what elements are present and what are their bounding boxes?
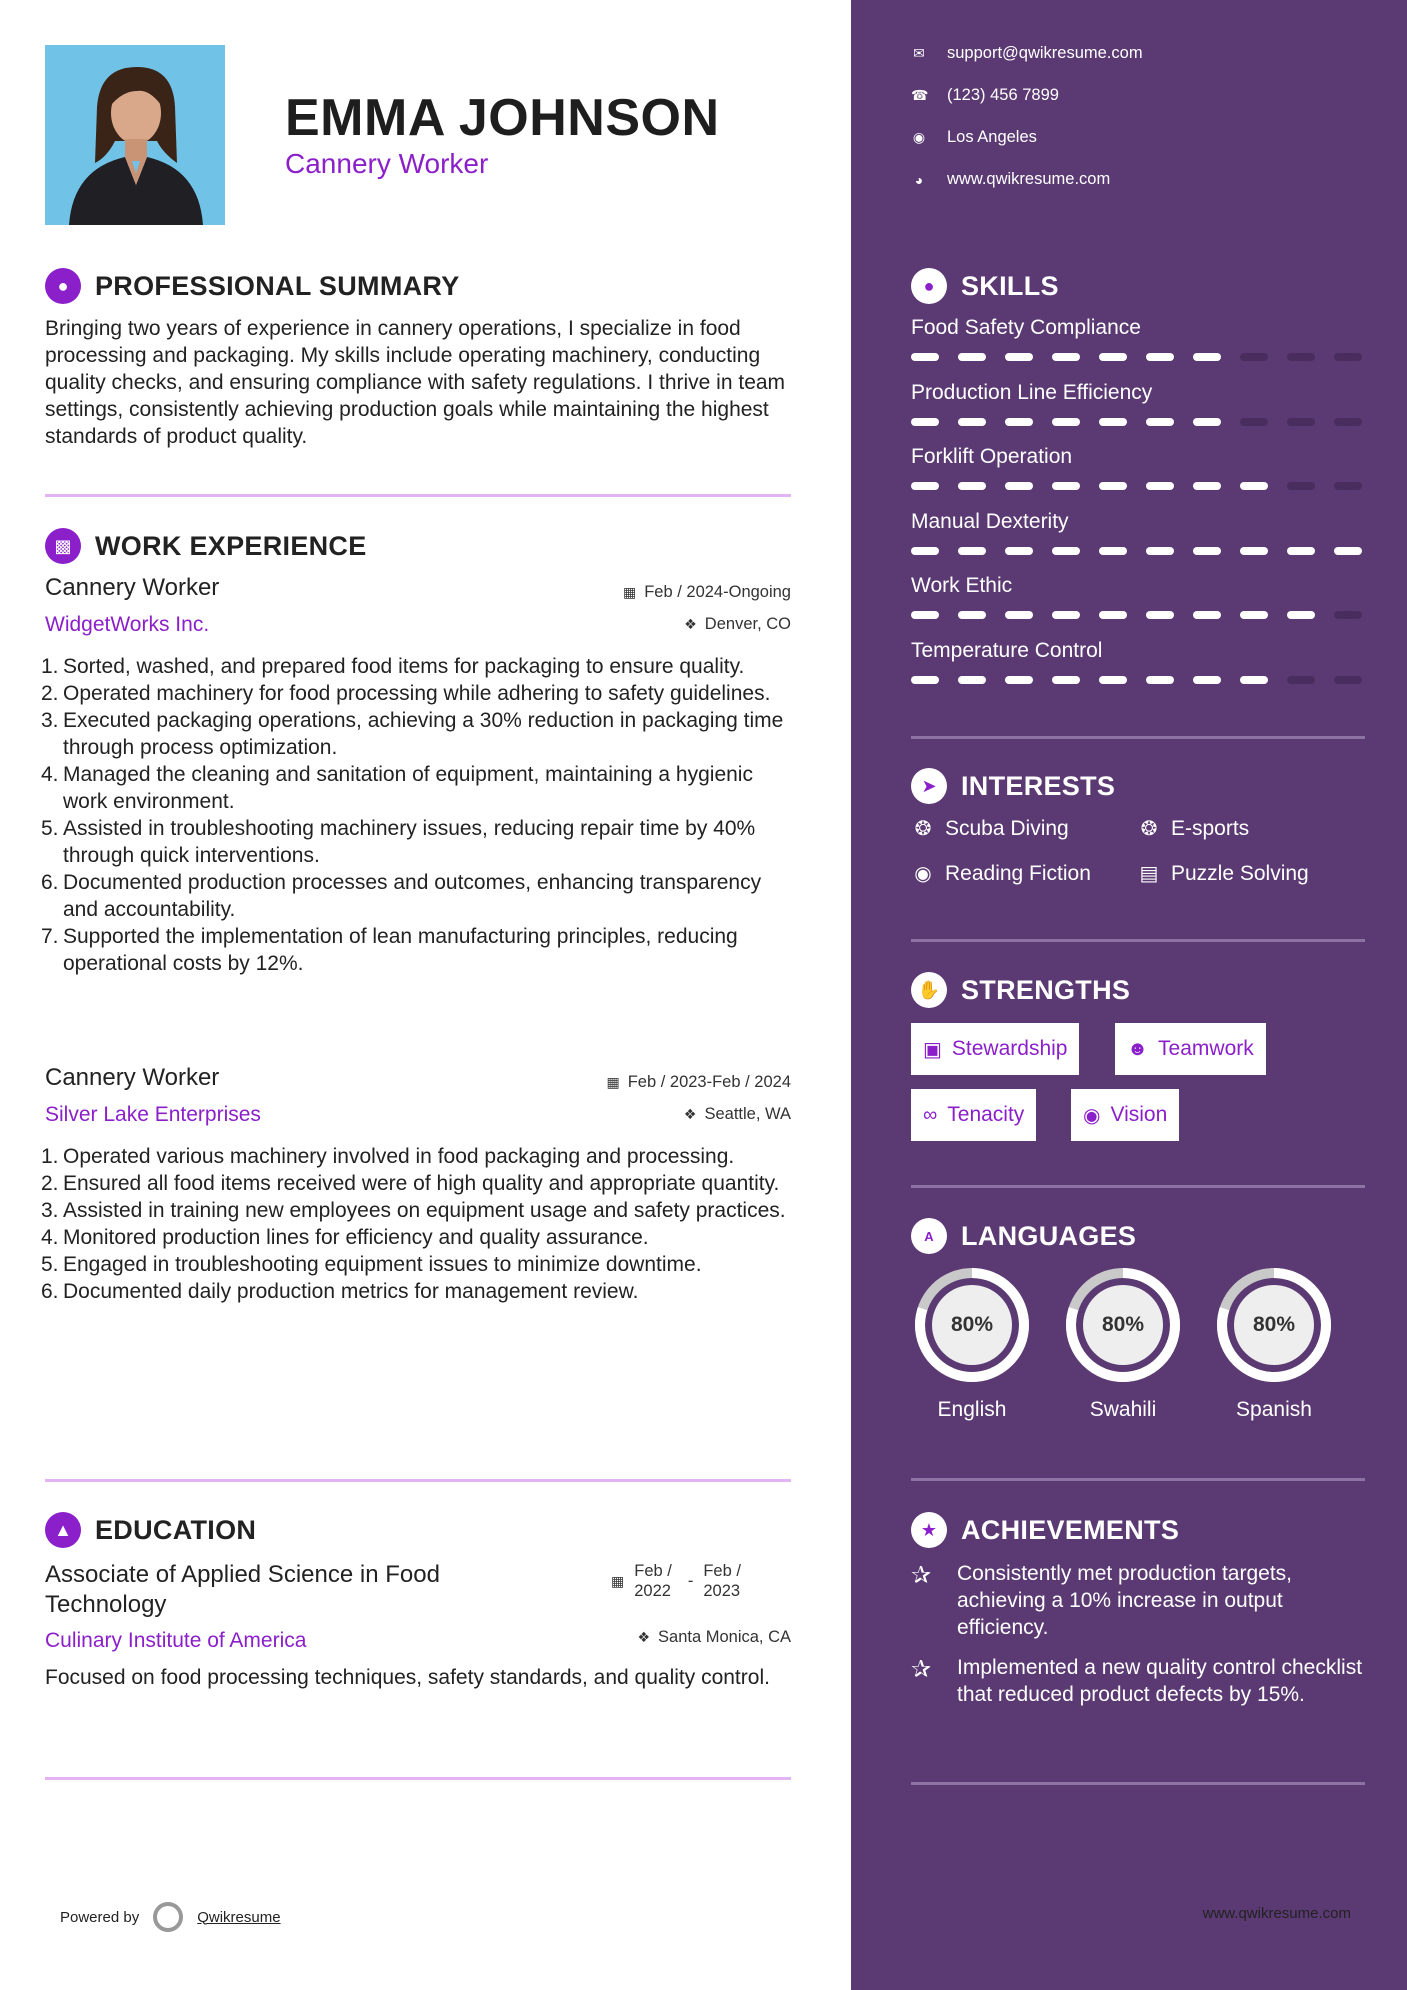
list-item: 2. Operated machinery for food processing while adhering to safety guidelines. xyxy=(41,682,771,705)
interests-heading: ➤ INTERESTS xyxy=(911,768,1115,804)
paper-plane-icon: ➤ xyxy=(911,768,947,804)
strength-badge: ∞ Tenacity xyxy=(911,1089,1036,1141)
skill-level-bar xyxy=(911,418,1362,426)
skill-segment xyxy=(1005,353,1033,361)
section-divider xyxy=(45,494,791,497)
skill-segment xyxy=(1193,547,1221,555)
language-item xyxy=(1213,1264,1335,1422)
skill-segment xyxy=(1334,611,1362,619)
skill-segment xyxy=(1240,482,1268,490)
education-dates: ▦ Feb / 2022 - Feb / 2023 xyxy=(611,1562,741,1600)
skill-name: Food Safety Compliance xyxy=(911,316,1141,339)
skill-segment xyxy=(911,353,939,361)
skill-segment xyxy=(1005,676,1033,684)
section-divider xyxy=(45,1479,791,1482)
pin-icon: ❖ xyxy=(637,1629,651,1645)
skill-segment xyxy=(1193,482,1221,490)
skill-segment xyxy=(1146,611,1174,619)
skill-segment xyxy=(1146,676,1174,684)
job-title: Cannery Worker xyxy=(45,574,220,601)
section-divider xyxy=(45,1777,791,1780)
experience-heading-text: WORK EXPERIENCE xyxy=(95,530,367,561)
skill-segment xyxy=(1334,676,1362,684)
section-divider xyxy=(911,939,1365,942)
interest-item: ◉ Reading Fiction xyxy=(911,861,1091,886)
gamepad-icon: ◉ xyxy=(914,863,932,885)
skill-segment xyxy=(1146,547,1174,555)
contact-website[interactable]: ◕ www.qwikresume.com xyxy=(911,170,1110,189)
skill-segment xyxy=(1193,353,1221,361)
language-ring xyxy=(911,1264,1033,1386)
skill-segment xyxy=(1099,353,1127,361)
skill-segment xyxy=(1052,611,1080,619)
section-divider xyxy=(911,1185,1365,1188)
job-dates xyxy=(606,1073,791,1092)
section-divider xyxy=(911,1478,1365,1481)
star-badge-icon: ★ xyxy=(911,1512,947,1548)
language-ring xyxy=(1062,1264,1184,1386)
chair-icon: ▩ xyxy=(45,528,81,564)
candidate-title: Cannery Worker xyxy=(285,148,489,179)
job-duties-list xyxy=(41,1143,795,1305)
calendar-icon: ▦ xyxy=(622,584,637,600)
strengths-heading: ✋ STRENGTHS xyxy=(911,972,1130,1008)
education-heading xyxy=(45,1512,256,1548)
language-name: Swahili xyxy=(1089,1398,1157,1421)
list-item: 5. Assisted in troubleshooting machinery issues, reducing repair time by 40% through quick interventions. xyxy=(41,817,756,867)
degree-title: Associate of Applied Science in Food Technology xyxy=(45,1561,440,1618)
section-divider xyxy=(911,736,1365,739)
skill-name: Forklift Operation xyxy=(911,445,1073,468)
list-item: 2. Ensured all food items received were of high quality and appropriate quantity. xyxy=(41,1172,780,1195)
interest-item: ❂ Scuba Diving xyxy=(911,816,1069,841)
profile-photo xyxy=(45,45,225,225)
translate-icon: A xyxy=(911,1218,947,1254)
skill-segment xyxy=(958,353,986,361)
language-percent: 80% xyxy=(1101,1313,1145,1336)
skill-segment xyxy=(1193,611,1221,619)
skill-segment xyxy=(958,676,986,684)
education-heading-text: EDUCATION xyxy=(95,1514,257,1545)
interest-item: ❂ E-sports xyxy=(1137,816,1249,841)
footer-url[interactable]: www.qwikresume.com xyxy=(1202,1905,1351,1922)
skill-segment xyxy=(1005,611,1033,619)
skill-segment xyxy=(911,482,939,490)
skill-segment xyxy=(1240,676,1268,684)
job-location-text: Seattle, WA xyxy=(704,1105,791,1123)
skill-segment xyxy=(1052,547,1080,555)
language-ring xyxy=(1213,1264,1335,1386)
skill-segment xyxy=(1052,482,1080,490)
skill-segment xyxy=(1240,547,1268,555)
skill-segment xyxy=(1287,676,1315,684)
skill-segment xyxy=(911,418,939,426)
skill-segment xyxy=(1146,418,1174,426)
envelope-icon: ✉ xyxy=(913,45,925,61)
strength-badge: ▣ Stewardship xyxy=(911,1023,1079,1075)
location-icon: ◉ xyxy=(912,129,926,145)
job-dates xyxy=(623,583,791,602)
language-percent: 80% xyxy=(1252,1313,1296,1336)
brand-link[interactable]: Qwikresume xyxy=(197,1908,281,1926)
calendar-icon: ▦ xyxy=(606,1074,620,1090)
skill-name: Temperature Control xyxy=(911,638,1103,662)
list-item: 4. Managed the cleaning and sanitation of equipment, maintaining a hygienic work environment. xyxy=(41,763,753,813)
skill-segment xyxy=(1287,353,1315,361)
language-name: Spanish xyxy=(1236,1398,1312,1421)
skill-segment xyxy=(958,482,986,490)
strength-badge: ◉ Vision xyxy=(1071,1089,1179,1141)
skill-segment xyxy=(1099,547,1127,555)
fist-icon: ✋ xyxy=(911,972,947,1008)
job-dates-text: Feb / 2024-Ongoing xyxy=(644,583,791,601)
list-item: 7. Supported the implementation of lean manufacturing principles, reducing operational costs by 12%. xyxy=(41,925,738,975)
summary-text: Bringing two years of experience in cannery operations, I specialize in food processing and packaging. My skills include operating machinery, conducting quality checks, and ensuring compliance with safety regulations. I thrive in team settings, consistently achieving production goals while maintaining the highest standards of product quality. xyxy=(45,317,786,448)
skill-segment xyxy=(1193,418,1221,426)
list-item: 3. Assisted in training new employees on equipment usage and safety practices. xyxy=(41,1199,786,1222)
job-company: WidgetWorks Inc. xyxy=(45,613,210,636)
skill-segment xyxy=(1334,353,1362,361)
binoculars-icon: ◉ xyxy=(1083,1104,1101,1127)
lifebuoy-icon: ❂ xyxy=(1140,818,1158,840)
languages-heading: A LANGUAGES xyxy=(911,1218,1136,1254)
skill-segment xyxy=(1099,676,1127,684)
skill-segment xyxy=(1052,353,1080,361)
users-icon: ☻ xyxy=(1127,1037,1149,1060)
skill-level-bar xyxy=(911,482,1362,490)
job-location xyxy=(684,615,791,634)
skill-name: Manual Dexterity xyxy=(911,509,1069,533)
skill-segment xyxy=(1287,547,1315,555)
skill-level-bar xyxy=(911,353,1362,361)
skill-segment xyxy=(1099,418,1127,426)
calendar-icon: ▦ xyxy=(611,1573,625,1589)
candidate-name: EMMA JOHNSON xyxy=(285,89,720,147)
phone-icon: ☎ xyxy=(911,87,929,103)
skills-heading: ● SKILLS xyxy=(911,268,1059,304)
skill-segment xyxy=(958,611,986,619)
skill-name: Production Line Efficiency xyxy=(911,380,1153,404)
lightbulb-icon: ● xyxy=(911,268,947,304)
contact-phone[interactable]: ☎ (123) 456 7899 xyxy=(911,86,1059,104)
education-start: Feb / 2022 xyxy=(634,1562,672,1600)
graduation-icon: ▲ xyxy=(45,1512,81,1548)
list-item: 4. Monitored production lines for efficiency and quality assurance. xyxy=(41,1226,649,1249)
interest-item: ▤ Puzzle Solving xyxy=(1137,861,1309,886)
star-icon: ✰ xyxy=(911,1656,932,1683)
skill-segment xyxy=(1146,353,1174,361)
job-title: Cannery Worker xyxy=(45,1064,220,1091)
education-location: ❖ Santa Monica, CA xyxy=(637,1628,791,1646)
skill-level-bar xyxy=(911,611,1362,619)
skill-segment xyxy=(1005,482,1033,490)
user-icon: ● xyxy=(45,268,81,304)
list-item: 1. Operated various machinery involved in food packaging and processing. xyxy=(41,1145,735,1168)
qwikresume-logo-icon xyxy=(153,1902,183,1932)
skill-level-bar xyxy=(911,547,1362,555)
contact-email[interactable]: ✉ support@qwikresume.com xyxy=(911,44,1143,63)
skill-segment xyxy=(958,547,986,555)
skill-segment xyxy=(1240,353,1268,361)
skill-segment xyxy=(1334,418,1362,426)
education-description: Focused on food processing techniques, safety standards, and quality control. xyxy=(45,1666,770,1689)
skill-segment xyxy=(1287,482,1315,490)
list-item: 6. Documented production processes and outcomes, enhancing transparency and accountability. xyxy=(41,871,762,921)
skill-segment xyxy=(1193,676,1221,684)
language-item xyxy=(911,1264,1033,1422)
achievements-heading: ★ ACHIEVEMENTS xyxy=(911,1512,1179,1548)
skill-segment xyxy=(1005,418,1033,426)
pin-icon: ❖ xyxy=(683,1106,697,1122)
pin-icon: ❖ xyxy=(684,616,697,632)
contact-location: ◉ Los Angeles xyxy=(912,128,1037,146)
list-item: 1. Sorted, washed, and prepared food items for packaging to ensure quality. xyxy=(41,655,745,678)
job-dates-text: Feb / 2023-Feb / 2024 xyxy=(627,1073,791,1091)
skill-segment xyxy=(1146,482,1174,490)
skill-segment xyxy=(1099,611,1127,619)
skill-segment xyxy=(1052,676,1080,684)
skill-segment xyxy=(911,547,939,555)
job-company: Silver Lake Enterprises xyxy=(45,1103,261,1126)
globe-icon: ◕ xyxy=(914,171,924,188)
job-duties-list xyxy=(41,653,795,977)
skill-segment xyxy=(1052,418,1080,426)
achievement-item: ✰ Consistently met production targets, achieving a 10% increase in output efficiency. xyxy=(911,1562,1292,1639)
star-icon: ✰ xyxy=(911,1562,932,1589)
skill-segment xyxy=(911,676,939,684)
achievement-item: ✰ Implemented a new quality control checklist that reduced product defects by 15%. xyxy=(911,1656,1363,1706)
summary-heading xyxy=(45,268,460,304)
list-item: 6. Documented daily production metrics for management review. xyxy=(41,1280,639,1303)
strength-badge: ☻ Teamwork xyxy=(1115,1023,1266,1075)
language-name: English xyxy=(937,1398,1007,1421)
lifebuoy-icon: ❂ xyxy=(914,818,932,840)
skill-segment xyxy=(1334,547,1362,555)
skill-segment xyxy=(1099,482,1127,490)
experience-heading xyxy=(45,528,367,564)
section-divider xyxy=(911,1782,1365,1785)
skill-segment xyxy=(1334,482,1362,490)
skill-segment xyxy=(1287,611,1315,619)
language-item xyxy=(1062,1264,1184,1422)
language-percent: 80% xyxy=(950,1313,994,1336)
school-name: Culinary Institute of America xyxy=(45,1629,307,1652)
sidebar xyxy=(851,0,1407,1990)
skill-segment xyxy=(1240,611,1268,619)
briefcase-icon: ▣ xyxy=(923,1038,942,1061)
skill-segment xyxy=(958,418,986,426)
skill-level-bar xyxy=(911,676,1362,684)
education-end: Feb / 2023 xyxy=(703,1562,741,1600)
powered-by: Powered by Qwikresume xyxy=(60,1902,281,1932)
book-icon: ▤ xyxy=(1139,863,1159,885)
skill-segment xyxy=(911,611,939,619)
link-icon: ∞ xyxy=(923,1103,938,1126)
job-location-text: Denver, CO xyxy=(704,615,791,633)
list-item: 5. Engaged in troubleshooting equipment issues to minimize downtime. xyxy=(41,1253,702,1276)
skill-name: Work Ethic xyxy=(911,574,1013,597)
summary-heading-text: PROFESSIONAL SUMMARY xyxy=(95,270,460,301)
skill-segment xyxy=(1240,418,1268,426)
skill-segment xyxy=(1005,547,1033,555)
skill-segment xyxy=(1287,418,1315,426)
job-location xyxy=(684,1105,791,1124)
list-item: 3. Executed packaging operations, achieving a 30% reduction in packaging time through process optimization. xyxy=(41,709,784,759)
